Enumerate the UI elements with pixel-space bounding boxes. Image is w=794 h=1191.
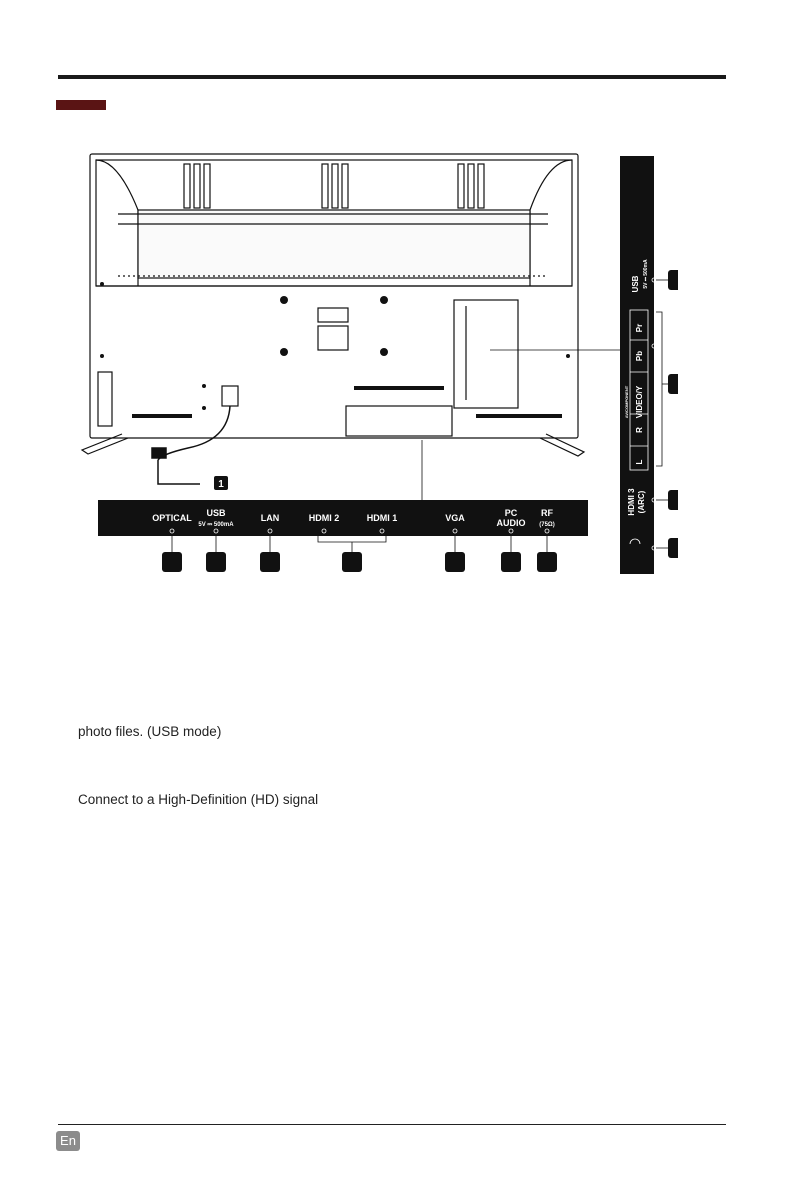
side-label-pr: Pr <box>635 323 644 333</box>
port-label-hdmi2: HDMI 2 <box>308 513 340 523</box>
side-label-l: L <box>635 459 644 465</box>
side-label-hdmi3: HDMI 3 <box>627 488 636 516</box>
port-label-optical: OPTICAL <box>152 513 192 523</box>
port-label-usb-rating: 5V ⎓ 500mA <box>198 522 234 528</box>
side-label-usb-rating: 5V ⎓ 500mA <box>643 259 649 289</box>
port-label-vga: VGA <box>445 513 465 523</box>
side-label-arc: (ARC) <box>637 490 646 514</box>
side-label-r: R <box>635 427 644 433</box>
side-label-usb: USB <box>631 275 640 293</box>
callout-1-label: 1 <box>218 479 224 490</box>
top-rule <box>58 75 726 79</box>
port-label-rf: RF <box>541 508 553 518</box>
side-label-video-y: VIDEO/Y <box>635 385 644 419</box>
callout-markers-bottom <box>162 552 557 572</box>
port-label-audio: AUDIO <box>496 518 526 528</box>
section-tab <box>56 100 106 110</box>
side-label-av-component: AV/COMPONENT <box>624 385 629 419</box>
body-text-usb-mode: photo files. (USB mode) <box>78 724 222 739</box>
port-label-rf-impedance: (75Ω) <box>539 522 555 528</box>
side-connector-panel <box>620 156 656 574</box>
callout-markers-side <box>668 270 678 558</box>
vents <box>132 386 562 418</box>
side-label-pb: Pb <box>635 350 644 362</box>
port-label-hdmi1: HDMI 1 <box>366 513 398 523</box>
tv-back <box>90 154 578 438</box>
port-label-usb: USB <box>206 508 226 518</box>
port-label-pc: PC <box>504 508 518 518</box>
bottom-connector-panel <box>98 500 588 536</box>
body-text-hd-signal: Connect to a High-Definition (HD) signal <box>78 792 319 807</box>
port-label-lan: LAN <box>260 513 280 523</box>
callout-1 <box>214 476 228 490</box>
tv-rear-panel-figure <box>78 150 678 580</box>
language-badge: En <box>56 1131 80 1151</box>
screws <box>100 282 570 410</box>
bottom-rule <box>58 1124 726 1125</box>
